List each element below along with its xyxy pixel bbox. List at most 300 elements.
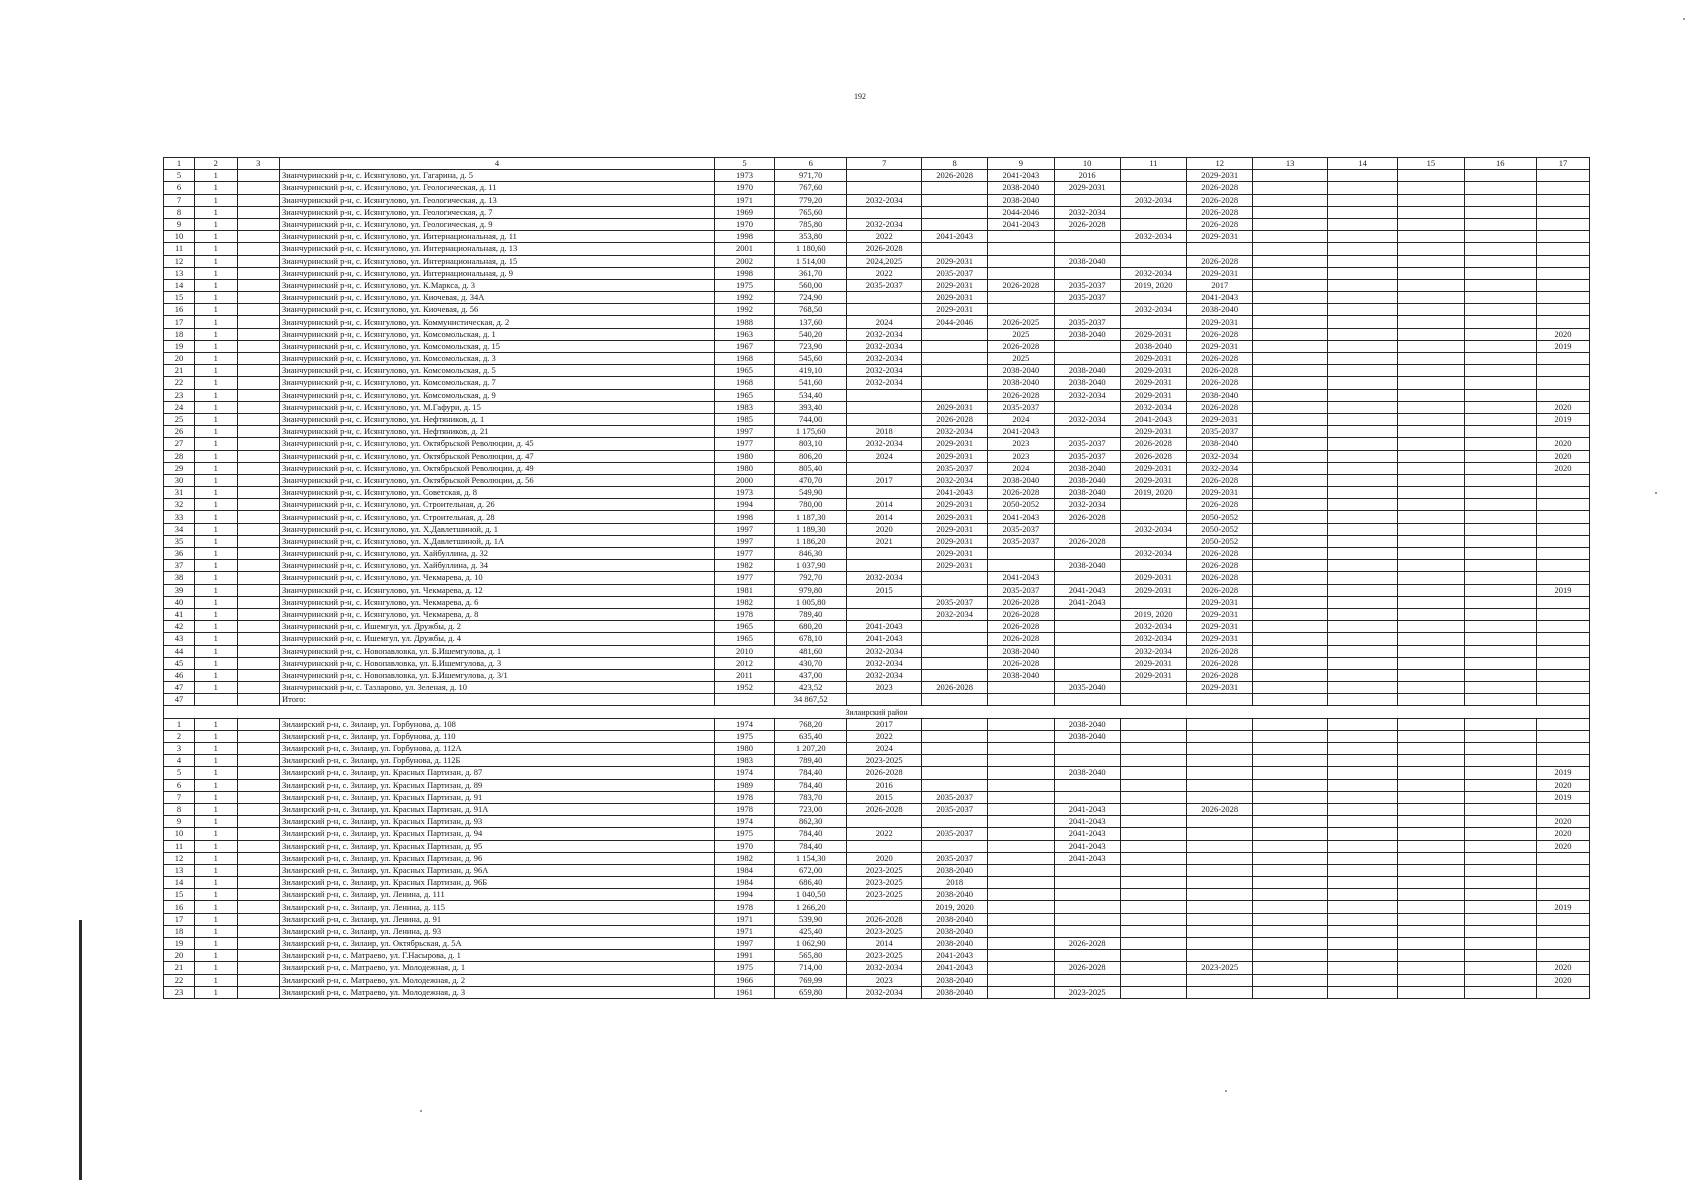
table-cell: 2024 [847,450,922,462]
table-cell: 2022 [847,267,922,279]
table-cell: 2029-2031 [1187,340,1253,352]
table-cell [237,206,279,218]
table-cell [1398,206,1464,218]
table-cell [1464,438,1536,450]
scan-speck [1683,18,1685,20]
table-cell [1464,925,1536,937]
table-cell: 785,80 [774,218,846,230]
table-cell [237,316,279,328]
table-cell [237,767,279,779]
table-cell [1537,889,1590,901]
address-cell: Зианчуринский р-н, с. Тазларово, ул. Зеленая, д. 10 [279,682,714,694]
table-cell: 2050-2052 [1187,511,1253,523]
table-cell: 2020 [1537,816,1590,828]
address-cell: Зианчуринский р-н, с. Исянгулово, ул. Советская, д. 8 [279,487,714,499]
table-cell [1120,292,1186,304]
column-number-cell: 1 [164,158,195,170]
table-row [164,377,1590,389]
table-cell: 1992 [714,304,774,316]
table-cell [1464,608,1536,620]
table-cell [1398,255,1464,267]
table-cell: 2016 [847,779,922,791]
table-cell [922,621,988,633]
table-cell: 21 [164,365,195,377]
table-cell [237,596,279,608]
table-cell [1464,755,1536,767]
table-cell [1054,791,1120,803]
table-cell [988,743,1054,755]
table-cell: 2026-2028 [988,621,1054,633]
table-cell [1464,803,1536,815]
table-cell [1327,255,1397,267]
table-cell: 5 [164,767,195,779]
table-cell [1464,548,1536,560]
table-cell [237,365,279,377]
column-number-cell: 2 [195,158,237,170]
table-cell [1537,560,1590,572]
table-cell [1398,438,1464,450]
table-cell [1054,267,1120,279]
table-cell [1187,718,1253,730]
table-cell [1398,901,1464,913]
address-cell: Зилаирский р-н, с. Зилаир, ул. Красных Партизан, д. 91А [279,803,714,815]
table-cell: 2035-2037 [922,267,988,279]
table-cell: 2026-2028 [1187,474,1253,486]
table-cell [1398,462,1464,474]
table-cell [1537,730,1590,742]
table-cell [1187,864,1253,876]
table-cell: 2032-2034 [1120,548,1186,560]
table-cell [1187,901,1253,913]
table-cell: 1998 [714,231,774,243]
empty-cell [237,694,279,706]
table-cell [1327,584,1397,596]
table-cell [1537,950,1590,962]
table-row [164,889,1590,901]
table-cell [1253,328,1328,340]
table-cell [1327,194,1397,206]
table-cell [1253,267,1328,279]
table-cell [237,889,279,901]
table-cell [988,548,1054,560]
table-cell: 2032-2034 [922,608,988,620]
table-cell: 2029-2031 [922,438,988,450]
table-cell: 2032-2034 [1120,231,1186,243]
table-cell [1253,877,1328,889]
table-cell [1187,730,1253,742]
table-cell [1120,864,1186,876]
table-cell: 2026-2028 [1187,194,1253,206]
table-cell [988,255,1054,267]
table-cell: 2032-2034 [847,365,922,377]
table-cell: 2032-2034 [1120,645,1186,657]
table-cell: 1965 [714,365,774,377]
table-cell [1398,316,1464,328]
table-cell: 2023-2025 [847,925,922,937]
table-cell: 2035-2037 [922,852,988,864]
table-cell: 2029-2031 [1120,353,1186,365]
address-cell: Зианчуринский р-н, с. Новопавловка, ул. Б.Ишемгулова, д. 1 [279,645,714,657]
table-cell [1398,487,1464,499]
table-cell [988,828,1054,840]
table-cell: 2041-2043 [922,231,988,243]
table-cell [1327,340,1397,352]
table-cell [1398,413,1464,425]
table-cell [1327,718,1397,730]
table-cell: 2026-2028 [1187,328,1253,340]
table-cell [237,657,279,669]
table-cell: 2020 [1537,840,1590,852]
table-cell [1253,657,1328,669]
table-cell: 2026-2028 [1187,803,1253,815]
empty-cell [1464,694,1536,706]
table-cell [1537,194,1590,206]
table-cell [1253,218,1328,230]
address-cell: Зианчуринский р-н, с. Исянгулово, ул. Чекмарева, д. 6 [279,596,714,608]
table-cell [1253,645,1328,657]
table-cell: 1 [195,986,237,998]
table-cell: 2029-2031 [922,499,988,511]
table-cell [237,633,279,645]
table-cell: 1 [195,730,237,742]
address-cell: Зилаирский р-н, с. Зилаир, ул. Горбунова, д. 112Б [279,755,714,767]
table-cell [1464,316,1536,328]
address-cell: Зианчуринский р-н, с. Исянгулово, ул. Комсомольская, д. 5 [279,365,714,377]
table-cell [1327,462,1397,474]
table-cell [1537,206,1590,218]
table-cell [237,864,279,876]
table-cell: 2011 [714,669,774,681]
table-cell [1327,889,1397,901]
table-cell: 16 [164,901,195,913]
table-cell: 784,40 [774,767,846,779]
empty-cell [1398,694,1464,706]
table-cell: 1998 [714,267,774,279]
table-cell [237,401,279,413]
table-cell [1464,353,1536,365]
column-number-cell: 6 [774,158,846,170]
table-cell [1253,669,1328,681]
table-cell: 1 [195,255,237,267]
table-row [164,523,1590,535]
table-cell: 2038-2040 [922,925,988,937]
table-cell: 2032-2034 [1054,206,1120,218]
table-cell [1327,901,1397,913]
table-cell [1398,426,1464,438]
table-cell [237,950,279,962]
table-cell [1253,243,1328,255]
table-cell: 2026-2028 [1187,548,1253,560]
table-cell: 2026-2028 [1187,560,1253,572]
table-cell: 2023-2025 [847,889,922,901]
table-cell: 2029-2031 [1187,621,1253,633]
table-cell: 724,90 [774,292,846,304]
table-cell: 971,70 [774,170,846,182]
table-cell [237,852,279,864]
table-cell: 2019, 2020 [1120,279,1186,291]
column-number-cell: 11 [1120,158,1186,170]
table-cell [1537,426,1590,438]
table-cell: 2035-2037 [922,803,988,815]
table-cell [1464,182,1536,194]
table-cell: 1983 [714,755,774,767]
table-row [164,340,1590,352]
table-cell: 2032-2034 [847,377,922,389]
table-cell [1537,938,1590,950]
table-cell [1187,755,1253,767]
table-cell [1398,535,1464,547]
address-cell: Зианчуринский р-н, с. Исянгулово, ул. Комсомольская, д. 1 [279,328,714,340]
table-row [164,608,1590,620]
table-cell: 2017 [847,474,922,486]
table-cell: 2026-2028 [1187,645,1253,657]
empty-cell [1054,694,1120,706]
table-cell: 2032-2034 [847,194,922,206]
table-cell: 2023 [847,974,922,986]
table-cell [1537,499,1590,511]
table-cell [1398,840,1464,852]
table-cell [237,925,279,937]
table-cell [1537,474,1590,486]
table-cell: 2038-2040 [988,182,1054,194]
table-cell: 2020 [1537,401,1590,413]
table-cell: 18 [164,925,195,937]
table-cell: 2023-2025 [847,950,922,962]
table-cell: 659,80 [774,986,846,998]
address-cell: Зилаирский р-н, с. Зилаир, ул. Красных Партизан, д. 91 [279,791,714,803]
table-cell: 2022 [847,231,922,243]
table-cell: 2022 [847,730,922,742]
table-cell [1054,755,1120,767]
table-cell [1253,487,1328,499]
table-cell: 33 [164,511,195,523]
table-cell [1253,365,1328,377]
table-row [164,316,1590,328]
table-cell: 1974 [714,767,774,779]
table-cell [1253,511,1328,523]
table-cell: 2038-2040 [988,194,1054,206]
table-cell: 1975 [714,279,774,291]
table-cell [1464,938,1536,950]
table-cell [1398,962,1464,974]
table-cell [1327,767,1397,779]
table-cell: 1 005,80 [774,596,846,608]
table-row [164,292,1590,304]
table-cell: 2029-2031 [1187,608,1253,620]
table-cell [1253,292,1328,304]
table-cell: 979,80 [774,584,846,596]
table-cell: 2038-2040 [988,377,1054,389]
table-cell [1327,170,1397,182]
table-cell: 1984 [714,877,774,889]
table-cell: 2032-2034 [847,218,922,230]
table-cell [1253,255,1328,267]
table-cell: 2032-2034 [1120,194,1186,206]
table-cell [1253,535,1328,547]
table-cell: 1975 [714,828,774,840]
table-cell: 1981 [714,584,774,596]
table-cell: 1 [195,474,237,486]
table-cell: 2029-2031 [1187,267,1253,279]
table-cell: 2035-2037 [988,523,1054,535]
table-cell [1464,194,1536,206]
table-cell: 2035-2037 [922,596,988,608]
table-row [164,828,1590,840]
table-cell: 22 [164,377,195,389]
table-cell [1187,852,1253,864]
table-cell [1537,669,1590,681]
table-cell: 2038-2040 [1054,767,1120,779]
table-cell: 1 [195,913,237,925]
table-cell: 1 [195,438,237,450]
table-cell [1253,316,1328,328]
table-cell [1464,487,1536,499]
table-cell [1187,828,1253,840]
table-cell [988,864,1054,876]
table-cell: 565,80 [774,950,846,962]
table-cell: 1980 [714,450,774,462]
table-cell [1464,682,1536,694]
table-cell: 784,40 [774,840,846,852]
table-cell: 2038-2040 [922,913,988,925]
table-cell [1253,413,1328,425]
table-cell [1398,511,1464,523]
table-row [164,816,1590,828]
table-cell: 2019, 2020 [922,901,988,913]
table-cell: 2029-2031 [1120,365,1186,377]
table-cell: 26 [164,426,195,438]
table-cell [237,243,279,255]
table-cell [1464,511,1536,523]
table-cell [1253,889,1328,901]
table-cell [1537,621,1590,633]
table-cell [1464,535,1536,547]
table-cell [1253,450,1328,462]
table-cell [1464,828,1536,840]
table-cell [922,840,988,852]
table-cell [1398,779,1464,791]
table-cell [1253,767,1328,779]
table-cell: 2035-2037 [1054,316,1120,328]
table-cell: 1998 [714,511,774,523]
table-cell: 2038-2040 [922,889,988,901]
table-cell [1253,901,1328,913]
table-cell [1398,499,1464,511]
table-cell [1327,401,1397,413]
table-cell [1120,974,1186,986]
table-cell [1327,365,1397,377]
table-cell: 30 [164,474,195,486]
table-cell [1464,816,1536,828]
table-cell: 2029-2031 [1054,182,1120,194]
table-cell [847,389,922,401]
table-cell [847,206,922,218]
table-cell: 1 [195,743,237,755]
table-row [164,487,1590,499]
table-cell [1537,170,1590,182]
table-cell: 1963 [714,328,774,340]
table-cell: 1 [195,328,237,340]
table-cell [1120,925,1186,937]
table-cell: 2029-2031 [922,279,988,291]
table-cell [1253,560,1328,572]
table-cell [1327,304,1397,316]
address-cell: Зилаирский р-н, с. Зилаир, ул. Красных Партизан, д. 95 [279,840,714,852]
table-cell: 789,40 [774,608,846,620]
table-cell [237,377,279,389]
table-cell: 2032-2034 [1120,621,1186,633]
table-cell: 1952 [714,682,774,694]
table-cell [237,584,279,596]
table-cell: 1 [195,828,237,840]
table-cell: 2044-2046 [922,316,988,328]
address-cell: Зилаирский р-н, с. Зилаир, ул. Ленина, д. 91 [279,913,714,925]
table-cell [1464,560,1536,572]
table-cell: 1978 [714,791,774,803]
table-cell [1253,828,1328,840]
table-cell [1327,279,1397,291]
table-cell [1120,767,1186,779]
table-cell: 1 [195,864,237,876]
table-cell [1537,255,1590,267]
table-cell [1398,889,1464,901]
table-cell: 470,70 [774,474,846,486]
table-cell [1398,267,1464,279]
table-cell [237,279,279,291]
table-cell [237,535,279,547]
table-cell [1327,413,1397,425]
table-cell: 1 [195,511,237,523]
table-cell [1537,218,1590,230]
table-cell: 137,60 [774,316,846,328]
table-cell: 2029-2031 [1120,572,1186,584]
table-cell [237,791,279,803]
table-row [164,206,1590,218]
table-cell: 2041-2043 [988,511,1054,523]
table-cell [1327,353,1397,365]
column-number-cell: 15 [1398,158,1464,170]
table-cell [1398,572,1464,584]
column-number-cell: 16 [1464,158,1536,170]
table-cell: 15 [164,292,195,304]
address-cell: Зианчуринский р-н, с. Исянгулово, ул. Геологическая, д. 13 [279,194,714,206]
table-cell [922,755,988,767]
table-cell [1054,523,1120,535]
table-cell: 2032-2034 [1187,450,1253,462]
table-cell [1253,913,1328,925]
table-row [164,548,1590,560]
address-cell: Зианчуринский р-н, с. Исянгулово, ул. Геологическая, д. 9 [279,218,714,230]
table-cell: 2026-2028 [1187,657,1253,669]
table-cell: 2041-2043 [988,218,1054,230]
table-cell [1253,803,1328,815]
table-cell [847,560,922,572]
table-row [164,803,1590,815]
table-cell: 2026-2028 [1187,206,1253,218]
table-cell [1253,840,1328,852]
table-cell [1187,840,1253,852]
table-cell [922,730,988,742]
table-row [164,950,1590,962]
table-cell [1187,779,1253,791]
table-cell [1464,231,1536,243]
table-cell: 2 [164,730,195,742]
table-cell [922,767,988,779]
table-cell: 1997 [714,426,774,438]
table-cell: 7 [164,194,195,206]
table-cell: 2023-2025 [847,877,922,889]
column-number-row [164,158,1590,170]
